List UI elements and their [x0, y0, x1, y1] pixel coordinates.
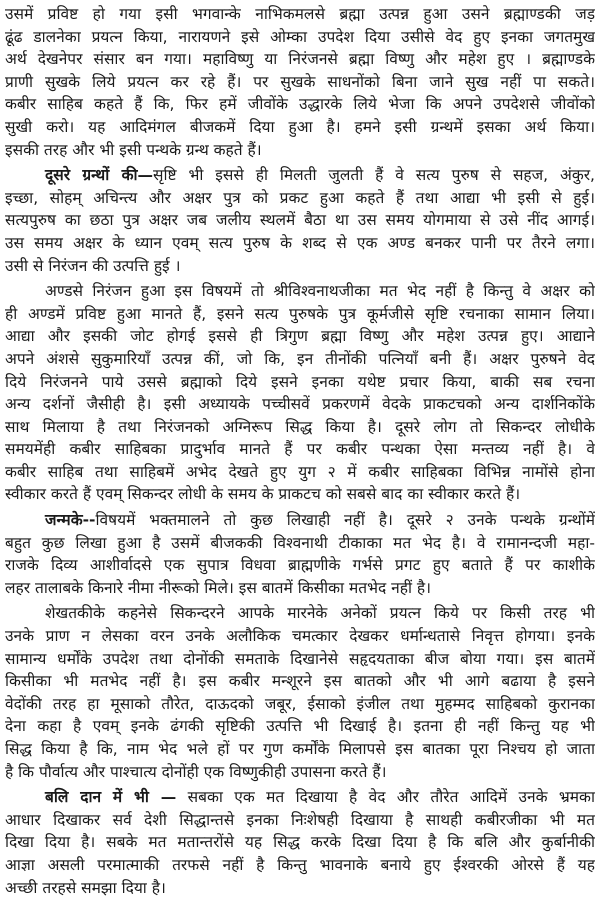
text-line: कबीर साहिब कहते हैं कि, फिर हमें जीवोंके उद्धारके लिये भेजा कि अपने उपदेशसे जीवोंको: [5, 95, 595, 114]
text-line: सत्यपुरुष का छठा पुत्र अक्षर जब जलीय स्थलमें बैठा था उस समय योगमाया से उसे नींद आगई।: [5, 211, 595, 230]
text-line-content: सबका एक मत दिखाया है वेद और तौरेत आदिमें उनके भ्रमका: [176, 788, 595, 807]
text-line: दिये निरंजनने पाये उससे ब्रह्माको दिये इसने इनका यथेष्ट प्रचार किया, बाकी सब रचना: [5, 372, 595, 391]
text-line: किसीका भी मतभेद नहीं है। इस कबीर मन्शूरने इस बातको और भी आगे बढाया है इसने: [5, 672, 595, 691]
text-line: उसमें प्रविष्ट हो गया इसी भगवान्के नाभिकमलसे ब्रह्मा उत्पन्न हुआ उसने ब्रह्माण्डकी जड़: [5, 5, 595, 23]
text-line: सामान्य धर्मोंके उपदेश तथा दोनोंकी समताके दिखानेसे सहृदयताका बीज बोया गया। इस बातमें: [5, 649, 595, 668]
text-line: उनके प्राण न लेसका वरन उनके अलौकिक चमत्कार देखकर धर्मान्धतासे निवृत्त होगया। इनके: [5, 627, 595, 646]
text-line: अन्य दर्शनों जैसीही है। इसी अध्यायके पच्चीसवें प्रकरणमें वेदके प्राकटचको अन्य दार्शनिकोंके: [5, 395, 595, 414]
text-line: आधार दिखाकर सर्व देशी सिद्धान्तसे इनका निःशेषही दिखाया है साथही कबीरजीका भी मत: [5, 810, 595, 829]
text-line: अण्डसे निरंजन हुआ इस विषयमें तो श्रीविश्वनाथजीका मत भेद नहीं है किन्तु वे अक्षर को: [45, 282, 595, 301]
text-line: शेखतकीके कहनेसे सिकन्दरने आपके मारनेके अनेकों प्रयत्न किये पर किसी तरह भी: [45, 604, 595, 623]
text-line: अपने अंशसे सुकुमारियाँ उत्पन्न कीं, जो कि, इन तीनोंकी पत्नियाँ बनी हैं। अक्षर पुरुषने वेद: [5, 349, 595, 368]
text-line: वेदोंकी तरह हा मूसाको तौरेत, दाऊदको जबूर, ईसाको इंजील तथा मुहम्मद साहिबको कुरानका: [5, 694, 595, 713]
text-line: स्वीकार करते हैं एवम् सिकन्दर लोधी के समय के प्राकटच को सबसे बाद का स्वीकार करते हैं।: [5, 485, 521, 504]
text-line: राजके दिव्य आशीर्वादसे एक सुपात्र विधवा ब्राह्मणीके गर्भसे प्रगट हुए बताते हैं पर काशीके: [5, 556, 595, 575]
text-line: कबीर साहिब तथा साहिबमें अभेद देखते हुए युग २ में कबीर साहिबका विभिन्न नामोंसे होना: [5, 462, 595, 481]
text-line: [5, 786, 595, 809]
text-line: अर्थ देखनेपर संसार बन गया। महाविष्णु या निरंजनसे ब्रह्मा विष्णु और महेश हुए । ब्रह्माण्डके: [5, 50, 595, 69]
text-line: आद्या और इसकी जोट होगई इससे ही त्रिगुण ब्रह्मा विष्णु और महेश उत्पन्न हुए। आद्याने: [5, 327, 595, 346]
text-line: लहर तालाबके किनारे नीमा नीरूको मिले। इस बातमें किसीका मतभेद नहीं है।: [5, 578, 431, 597]
text-line: दिखा दिया है। सबके मत मतान्तरोंसे यह सिद्ध करके दिखा दिया है कि बलि और कुर्बानीकी: [5, 833, 595, 852]
text-line: उसी से निरंजन की उत्पत्ति हुई ।: [5, 256, 181, 275]
document-page: [5, 3, 595, 902]
text-line: ढूंढ डालनेका प्रयत्न किया, नारायणने इसे ओम्का उपदेश दिया उसीसे वेद हुए इनका जगतमुख: [5, 27, 595, 46]
text-line: अच्छी तरहसे समझा दिया है।: [5, 878, 166, 897]
text-line: देना कहा है एवम् इनके ढंगकी सृष्टिकी उत्पत्ति भी दिखाई है। इतना ही नहीं किन्तु यह भी: [5, 717, 595, 736]
text-line: समयमेंही कबीर साहिबका प्रादुर्भाव मानते हैं पर कबीर पन्थका ऐसा मन्तव्य नहीं है। वे: [5, 440, 595, 459]
text-line: है कि पौर्वात्य और पाश्चात्य दोनोंही एक विष्णुकीही उपासना करते हैं।: [5, 762, 387, 781]
paragraph-heading: दूसरे ग्रन्थों की—: [45, 166, 153, 185]
paragraph: [5, 602, 595, 783]
text-line: साथ मिलाया है तथा निरंजनको अग्निरूप सिद्ध किया है। दूसरे लोग तो सिकन्दर लोधीके: [5, 417, 595, 436]
paragraph-heading: जन्मके--: [45, 511, 96, 530]
text-line: उस समय अक्षर के ध्यान एवम् सत्य पुरुष के शब्द से एक अण्ड बनकर पानी पर तैरने लगा।: [5, 233, 595, 252]
text-line: सिद्ध किया है कि, नाम भेद भले हों पर गुण कर्मोंके मिलापसे इस बातका पूरा निश्चय हो जाता: [5, 740, 595, 758]
text-line: इसकी तरह और भी इसी पन्थके ग्रन्थ कहते हैं।: [5, 140, 262, 159]
text-line: प्राणी सुखके लिये प्रयत्न कर रहे हैं। पर सुखके साधनोंको बिना जाने सुख नहीं पा सकते।: [5, 72, 595, 91]
text-line: [5, 509, 595, 532]
text-line: बहुत कुछ लिखा हुआ है उसमें बीजककी विश्वनाथी टीकाका मत भेद है। वे रामानन्दजी महा-: [5, 533, 595, 552]
text-line-content: सृष्टि भी इससे ही मिलती जुलती हैं वे सत्य पुरुष से सहज, अंकुर,: [153, 166, 595, 185]
text-line: ही अण्डमें प्रविष्ट हुआ मानते हैं, इसने सत्य पुरुषके पुत्र कूर्मजीसे सृष्टि रचनाका सामान लिया।: [5, 304, 595, 323]
paragraph: [5, 786, 595, 899]
paragraph: [5, 164, 595, 277]
text-line: [5, 164, 595, 187]
paragraph: [5, 3, 595, 161]
text-line-content: विषयमें भक्तमालने तो कुछ लिखाही नहीं है। दूसरे २ उनके पन्थके ग्रन्थोंमें: [95, 511, 595, 530]
text-line: इच्छा, सोहम् अचिन्त्य और अक्षर पुत्र को प्रकट हुआ कहते हैं तथा आद्या भी इसी से हुई।: [5, 188, 595, 207]
paragraph-heading: बलि दान में भी —: [45, 788, 177, 807]
text-line: आज्ञा असली परमात्माकी तरफसे नहीं है किन्तु भावनाके बनाये हुए ईश्वरकी ओरसे हैं यह: [5, 855, 595, 874]
paragraph: [5, 509, 595, 599]
text-line: सुखी करो। यह आदिमंगल बीजकमें दिया हुआ है। हमने इसी ग्रन्थमें इसका अर्थ किया।: [5, 117, 595, 136]
paragraph: [5, 280, 595, 506]
